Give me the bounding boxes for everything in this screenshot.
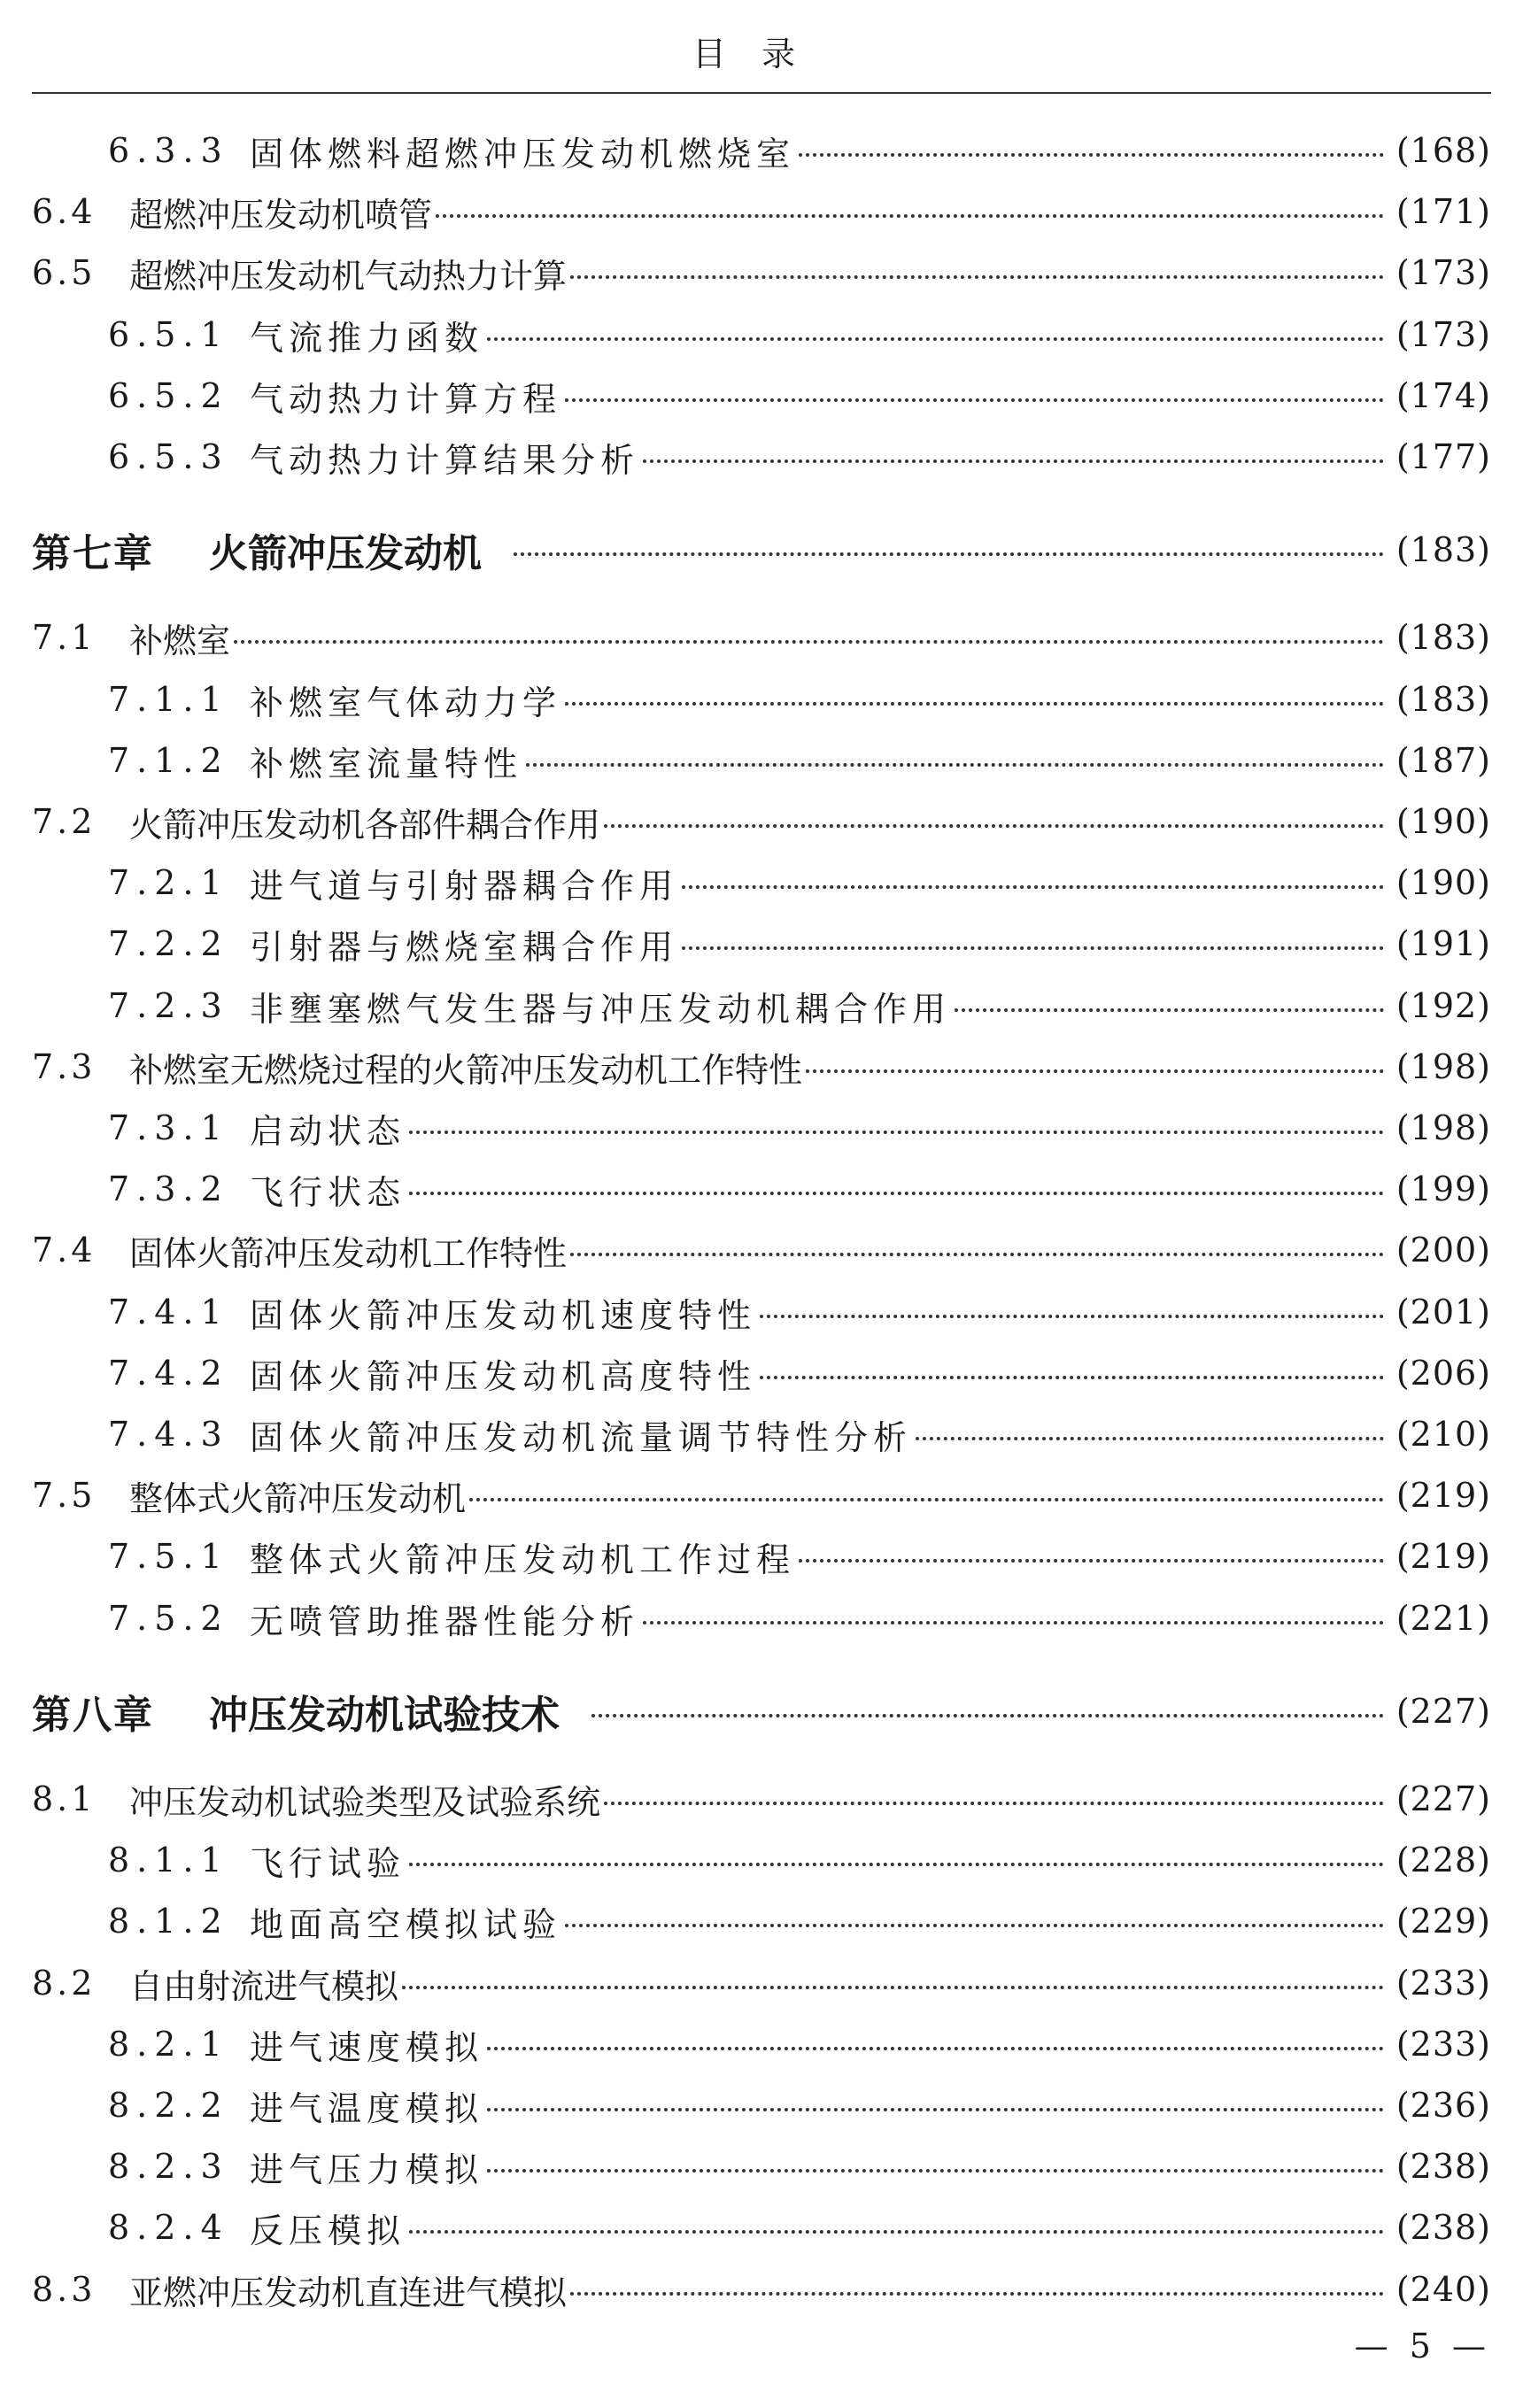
entry-number: 7.1 [32,618,97,657]
entry-page: (191) [1395,924,1491,963]
entry-number: 8.2.3 [108,2147,229,2186]
dot-leader [916,1437,1384,1440]
toc-section-entry [32,1772,1491,1825]
entry-title: 气流推力函数 [250,318,484,358]
entry-number: 7.5 [32,1476,97,1515]
toc-subsection-entry [32,673,1491,726]
entry-page: (192) [1395,986,1491,1025]
dot-leader [487,2047,1384,2050]
entry-number: 6.5 [32,253,97,292]
entry-page: (200) [1395,1231,1491,1270]
entry-page: (177) [1395,437,1491,476]
entry-title: 固体火箭冲压发动机速度特性 [250,1295,757,1335]
entry-title: 超燃冲压发动机喷管 [129,195,433,235]
entry-number: 7.5.1 [108,1537,229,1576]
entry-number: 第八章 [32,1693,154,1738]
toc-subsection-entry [32,1285,1491,1339]
entry-page: (221) [1395,1599,1491,1638]
toc-section-entry [32,2263,1491,2316]
dot-leader [565,398,1384,402]
entry-page: (173) [1395,253,1491,292]
entry-number: 8.2.1 [108,2025,229,2064]
entry-number: 7.4.1 [108,1293,229,1331]
dot-leader [799,1559,1384,1563]
entry-page: (173) [1395,315,1491,354]
entry-number: 7.4.2 [108,1354,229,1393]
entry-title: 气动热力计算结果分析 [250,440,640,480]
toc-subsection-entry [32,2018,1491,2071]
toc-section-entry [32,795,1491,848]
entry-page: (240) [1395,2270,1491,2309]
entry-number: 8.3 [32,2270,97,2309]
entry-page: (168) [1395,131,1491,170]
entry-title: 进气速度模拟 [250,2027,484,2067]
entry-title: 亚燃冲压发动机直连进气模拟 [129,2273,568,2312]
dot-leader [409,1192,1384,1195]
entry-number: 6.4 [32,192,97,231]
entry-page: (198) [1395,1047,1491,1086]
entry-page: (210) [1395,1415,1491,1454]
entry-number: 8.2.4 [108,2208,229,2247]
toc-subsection-entry [32,1101,1491,1154]
entry-number: 7.5.2 [108,1599,229,1638]
entry-title: 进气温度模拟 [250,2088,484,2128]
toc-section-entry [32,611,1491,664]
entry-title: 进气压力模拟 [250,2149,484,2189]
entry-number: 8.2 [32,1964,97,2003]
entry-title: 补燃室 [129,621,231,660]
entry-page: (236) [1395,2086,1491,2125]
dot-leader [591,1714,1384,1717]
entry-number: 6.5.1 [108,315,229,354]
dot-leader [402,1986,1384,1989]
entry-title: 进气道与引射器耦合作用 [250,866,679,906]
dot-leader [682,946,1384,950]
dot-leader [487,337,1384,341]
dot-leader [565,702,1384,706]
dot-leader [760,1376,1384,1379]
toc-subsection-entry [32,1347,1491,1400]
toc-section-entry [32,246,1491,299]
entry-number: 第七章 [32,531,154,576]
entry-title: 补燃室流量特性 [250,744,523,783]
entry-page: (206) [1395,1354,1491,1393]
entry-number: 7.3 [32,1047,97,1086]
entry-page: (183) [1395,530,1491,569]
entry-title: 固体火箭冲压发动机高度特性 [250,1356,757,1396]
entry-title: 启动状态 [250,1111,406,1151]
entry-page: (233) [1395,1964,1491,2003]
entry-title: 引射器与燃烧室耦合作用 [250,927,679,967]
entry-page: (219) [1395,1476,1491,1515]
dot-leader [514,552,1384,556]
dot-leader [643,459,1384,463]
toc-section-entry [32,1956,1491,2010]
entry-page: (228) [1395,1841,1491,1879]
entry-number: 7.3.2 [108,1169,229,1208]
toc-subsection-entry [32,308,1491,361]
entry-page: (190) [1395,863,1491,902]
toc-subsection-entry [32,734,1491,787]
entry-number: 8.1.1 [108,1841,229,1879]
entry-page: (187) [1395,741,1491,780]
entry-title: 地面高空模拟试验 [250,1904,562,1944]
entry-page: (219) [1395,1537,1491,1576]
dot-leader [643,1621,1384,1625]
toc-section-entry [32,1223,1491,1277]
toc-chapter-entry [32,1685,1491,1738]
entry-page: (183) [1395,680,1491,719]
entry-number: 7.2.2 [108,924,229,963]
entry-title: 补燃室无燃烧过程的火箭冲压发动机工作特性 [129,1050,803,1090]
entry-number: 6.5.3 [108,437,229,476]
toc-subsection-entry [32,430,1491,483]
toc-section-entry [32,1469,1491,1522]
entry-page: (174) [1395,376,1491,415]
dot-leader [409,1863,1384,1866]
dot-leader [604,1802,1384,1805]
dot-leader [436,214,1384,218]
entry-title: 固体火箭冲压发动机工作特性 [129,1233,568,1273]
entry-page: (233) [1395,2025,1491,2064]
dot-leader [799,153,1384,157]
entry-number: 7.4 [32,1231,97,1270]
entry-number: 8.1 [32,1779,97,1818]
entry-page: (238) [1395,2147,1491,2186]
dot-leader [487,2108,1384,2111]
toc-subsection-entry [32,1530,1491,1583]
header-rule [32,92,1491,94]
entry-number: 7.2.1 [108,863,229,902]
entry-title: 飞行试验 [250,1843,406,1883]
dot-leader [526,763,1384,767]
entry-title: 气动热力计算方程 [250,379,562,419]
entry-number: 6.5.2 [108,376,229,415]
toc-subsection-entry [32,1408,1491,1461]
dot-leader [806,1069,1384,1073]
entry-number: 7.3.1 [108,1108,229,1147]
toc-subsection-entry [32,2140,1491,2193]
entry-page: (171) [1395,192,1491,231]
dot-leader [469,1498,1384,1501]
toc-subsection-entry [32,856,1491,909]
entry-page: (229) [1395,1902,1491,1941]
dot-leader [955,1008,1384,1012]
dot-leader [570,2292,1384,2296]
toc-subsection-entry [32,1162,1491,1216]
entry-page: (227) [1395,1692,1491,1731]
entry-page: (227) [1395,1779,1491,1818]
dot-leader [487,2169,1384,2173]
entry-number: 7.1.1 [108,680,229,719]
toc-subsection-entry [32,1592,1491,1645]
page-header: 目录 [692,35,831,73]
entry-title: 整体式火箭冲压发动机工作过程 [250,1540,796,1579]
entry-page: (198) [1395,1108,1491,1147]
dot-leader [565,1924,1384,1927]
dot-leader [570,275,1384,279]
toc-subsection-entry [32,979,1491,1032]
toc-section-entry [32,1040,1491,1093]
entry-number: 7.2 [32,802,97,841]
dot-leader [760,1315,1384,1318]
dot-leader [409,2230,1384,2234]
entry-page: (201) [1395,1293,1491,1331]
entry-title: 整体式火箭冲压发动机 [129,1478,467,1518]
dot-leader [604,824,1384,828]
entry-page: (238) [1395,2208,1491,2247]
toc-subsection-entry [32,917,1491,970]
toc-section-entry [32,185,1491,238]
page-number: — 5 — [1354,2327,1491,2366]
entry-page: (199) [1395,1169,1491,1208]
entry-title: 固体火箭冲压发动机流量调节特性分析 [250,1417,913,1457]
entry-title: 火箭冲压发动机各部件耦合作用 [129,805,601,845]
dot-leader [234,640,1384,644]
dot-leader [570,1253,1384,1256]
entry-title: 补燃室气体动力学 [250,683,562,722]
toc-subsection-entry [32,369,1491,422]
entry-title: 超燃冲压发动机气动热力计算 [129,256,568,296]
entry-number: 8.2.2 [108,2086,229,2125]
entry-number: 7.4.3 [108,1415,229,1454]
entry-number: 8.1.2 [108,1902,229,1941]
toc-subsection-entry [32,124,1491,177]
entry-title: 无喷管助推器性能分析 [250,1601,640,1641]
entry-title: 冲压发动机试验技术 [209,1693,560,1738]
dot-leader [682,885,1384,889]
toc-subsection-entry [32,1895,1491,1948]
entry-number: 7.1.2 [108,741,229,780]
toc-chapter-entry [32,523,1491,576]
entry-title: 飞行状态 [250,1172,406,1212]
entry-title: 冲压发动机试验类型及试验系统 [129,1782,601,1822]
entry-title: 反压模拟 [250,2211,406,2250]
entry-title: 自由射流进气模拟 [129,1966,399,2006]
entry-title: 非壅塞燃气发生器与冲压发动机耦合作用 [250,989,952,1029]
toc-subsection-entry [32,1833,1491,1887]
entry-title: 火箭冲压发动机 [209,531,482,576]
toc-subsection-entry [32,2079,1491,2132]
entry-page: (190) [1395,802,1491,841]
toc-subsection-entry [32,2201,1491,2254]
entry-number: 6.3.3 [108,131,229,170]
entry-number: 7.2.3 [108,986,229,1025]
dot-leader [409,1131,1384,1134]
entry-title: 固体燃料超燃冲压发动机燃烧室 [250,134,796,174]
entry-page: (183) [1395,618,1491,657]
